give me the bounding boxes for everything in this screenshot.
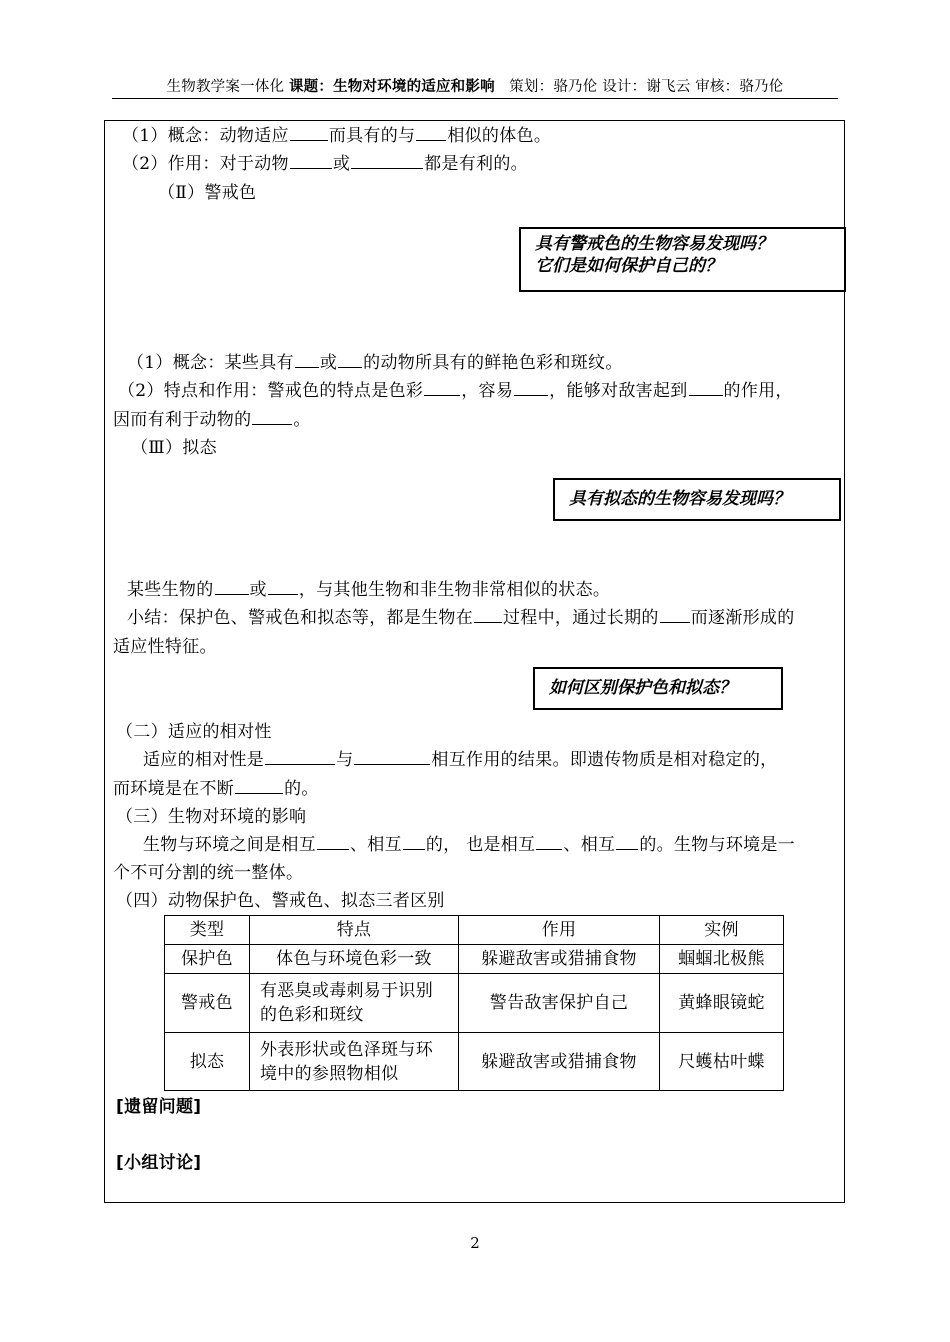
feature-cell: 有恶臭或毒刺易于识别 的色彩和斑纹 (250, 974, 459, 1033)
blank (265, 748, 335, 765)
blank (689, 379, 723, 396)
type-cell: 保护色 (165, 945, 250, 974)
group-discussion-label: [小组讨论] (116, 1153, 202, 1173)
effect-cell: 躲避敌害或猎捕食物 (459, 1033, 660, 1091)
blank (252, 408, 292, 425)
blank (660, 606, 690, 623)
table-row (165, 945, 784, 974)
header-cell: 作用 (459, 916, 660, 945)
question-box-mimicry: 具有拟态的生物容易发现吗？ (553, 478, 841, 521)
relativity-line: 适应的相对性是 与 相互作用的结果。即遗传物质是相对稳定的， (143, 750, 778, 770)
warning-heading: （Ⅱ）警戒色 (158, 183, 257, 203)
question-box-warning: 具有警戒色的生物容易发现吗？ 它们是如何保护自己的？ (519, 227, 846, 292)
blank (268, 578, 298, 595)
type-cell: 拟态 (165, 1033, 250, 1091)
blank (295, 351, 319, 368)
influence-line: 生物与环境之间是相互 、相互 的， 也是相互 、相互 的。生物与环境是一 (143, 835, 796, 855)
remaining-questions-label: [遗留问题] (116, 1097, 202, 1117)
blank (536, 833, 562, 850)
influence-heading: （三）生物对环境的影响 (116, 807, 307, 827)
comparison-heading: （四）动物保护色、警戒色、拟态三者区别 (116, 891, 445, 911)
blank (290, 152, 332, 169)
effect-cell: 警告敌害保护自己 (459, 974, 660, 1033)
blank (354, 748, 430, 765)
table-header-row (165, 916, 784, 945)
header-cell: 实例 (660, 916, 784, 945)
mimicry-heading: （Ⅲ）拟态 (131, 438, 217, 458)
influence-line-cont: 个不可分割的统一整体。 (113, 863, 304, 883)
page-number: 2 (470, 1234, 480, 1252)
summary-line: 小结：保护色、警戒色和拟态等，都是生物在 过程中，通过长期的 而逐渐形成的 (127, 608, 795, 628)
feature-cell: 体色与环境色彩一致 (250, 945, 459, 974)
blank (616, 833, 638, 850)
blank (338, 351, 362, 368)
example-cell: 蝈蝈北极熊 (660, 945, 784, 974)
header-book: 生物教学案一体化 (166, 79, 285, 95)
header-cell: 类型 (165, 916, 250, 945)
blank (403, 833, 425, 850)
blank (416, 124, 446, 141)
protective-concept: （1）概念：动物适应 而具有的与 相似的体色。 (122, 126, 552, 146)
mimicry-line: 某些生物的 或 ，与其他生物和非生物非常相似的状态。 (127, 580, 611, 600)
blank (235, 777, 283, 794)
blank (317, 833, 349, 850)
type-cell: 警戒色 (165, 974, 250, 1033)
example-cell: 尺蠖枯叶蝶 (660, 1033, 784, 1091)
blank (474, 606, 502, 623)
warning-feature-cont: 因而有利于动物的 。 (113, 410, 311, 430)
table-row (165, 1033, 784, 1091)
header-topic: 课题：生物对环境的适应和影响 (288, 79, 495, 95)
blank (351, 152, 423, 169)
header-credits: 策划：骆乃伦 设计：谢飞云 审核：骆乃伦 (509, 79, 784, 95)
summary-line-cont: 适应性特征。 (113, 637, 217, 657)
blank (215, 578, 249, 595)
warning-feature: （2）特点和作用：警戒色的特点是色彩 ，容易 ，能够对敌害起到 的作用， (118, 381, 793, 401)
effect-cell: 躲避敌害或猎捕食物 (459, 945, 660, 974)
relativity-line-cont: 而环境是在不断 的。 (113, 779, 319, 799)
example-cell: 黄蜂眼镜蛇 (660, 974, 784, 1033)
protective-effect: （2）作用：对于动物 或 都是有利的。 (122, 154, 528, 174)
header-cell: 特点 (250, 916, 459, 945)
question-box-distinguish: 如何区别保护色和拟态？ (533, 667, 783, 710)
warning-concept: （1）概念：某些具有 或 的动物所具有的鲜艳色彩和斑纹。 (127, 353, 623, 373)
blank (514, 379, 548, 396)
relativity-heading: （二）适应的相对性 (116, 722, 272, 742)
comparison-table (164, 915, 784, 1091)
blank (290, 124, 328, 141)
blank (424, 379, 460, 396)
page-header (112, 76, 838, 99)
table-row (165, 974, 784, 1033)
feature-cell: 外表形状或色泽斑与环 境中的参照物相似 (250, 1033, 459, 1091)
